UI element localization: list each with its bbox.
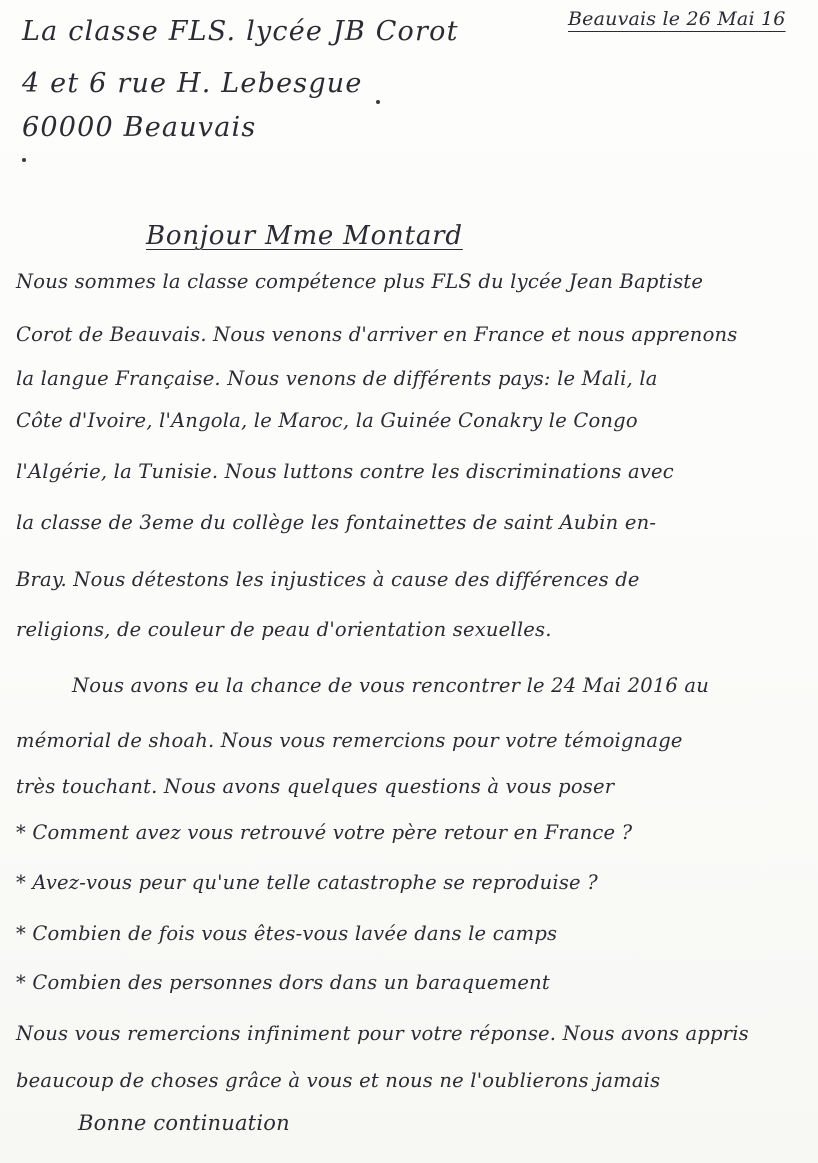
letter-question-line: * Combien de fois vous êtes-vous lavée dans le camps [16,922,558,945]
letter-body-line: Nous sommes la classe compétence plus FLS du lycée Jean Baptiste [16,270,704,293]
ink-dot-mark [22,158,26,162]
letter-body-line: très touchant. Nous avons quelques questions à vous poser [16,775,615,798]
letter-question-line: * Avez-vous peur qu'une telle catastrophe se reproduise ? [16,871,598,894]
letter-body-line: Côte d'Ivoire, l'Angola, le Maroc, la Guinée Conakry le Congo [16,409,638,432]
letter-question-line: * Combien des personnes dors dans un baraquement [16,971,550,994]
sender-street-line: 4 et 6 rue H. Lebesgue [22,68,363,99]
letter-body-line: l'Algérie, la Tunisie. Nous luttons contre les discriminations avec [16,460,674,483]
letter-body-line: la langue Française. Nous venons de différents pays: le Mali, la [16,367,658,390]
letter-body-line: religions, de couleur de peau d'orientation sexuelles. [16,618,552,641]
letter-body-line: beaucoup de choses grâce à vous et nous ne l'oublierons jamais [16,1069,661,1092]
sender-city-line: 60000 Beauvais [22,112,257,143]
letter-body-line: la classe de 3eme du collège les fontainettes de saint Aubin en- [16,511,657,534]
letter-body-line: Nous avons eu la chance de vous rencontrer le 24 Mai 2016 au [72,674,710,697]
letter-question-line: * Comment avez vous retrouvé votre père retour en France ? [16,821,633,844]
letter-body-line: mémorial de shoah. Nous vous remercions pour votre témoignage [16,729,683,752]
letter-body-line: Nous vous remercions infiniment pour votre réponse. Nous avons appris [16,1022,749,1045]
letter-body-line: Bray. Nous détestons les injustices à cause des différences de [16,568,640,591]
letter-date: Beauvais le 26 Mai 16 [568,8,786,30]
letter-body-line: Corot de Beauvais. Nous venons d'arriver en France et nous apprenons [16,323,738,346]
ink-dot-mark [376,100,380,104]
sender-class-line: La classe FLS. lycée JB Corot [22,16,459,47]
letter-greeting: Bonjour Mme Montard [146,221,463,251]
letter-closing: Bonne continuation [78,1111,290,1135]
